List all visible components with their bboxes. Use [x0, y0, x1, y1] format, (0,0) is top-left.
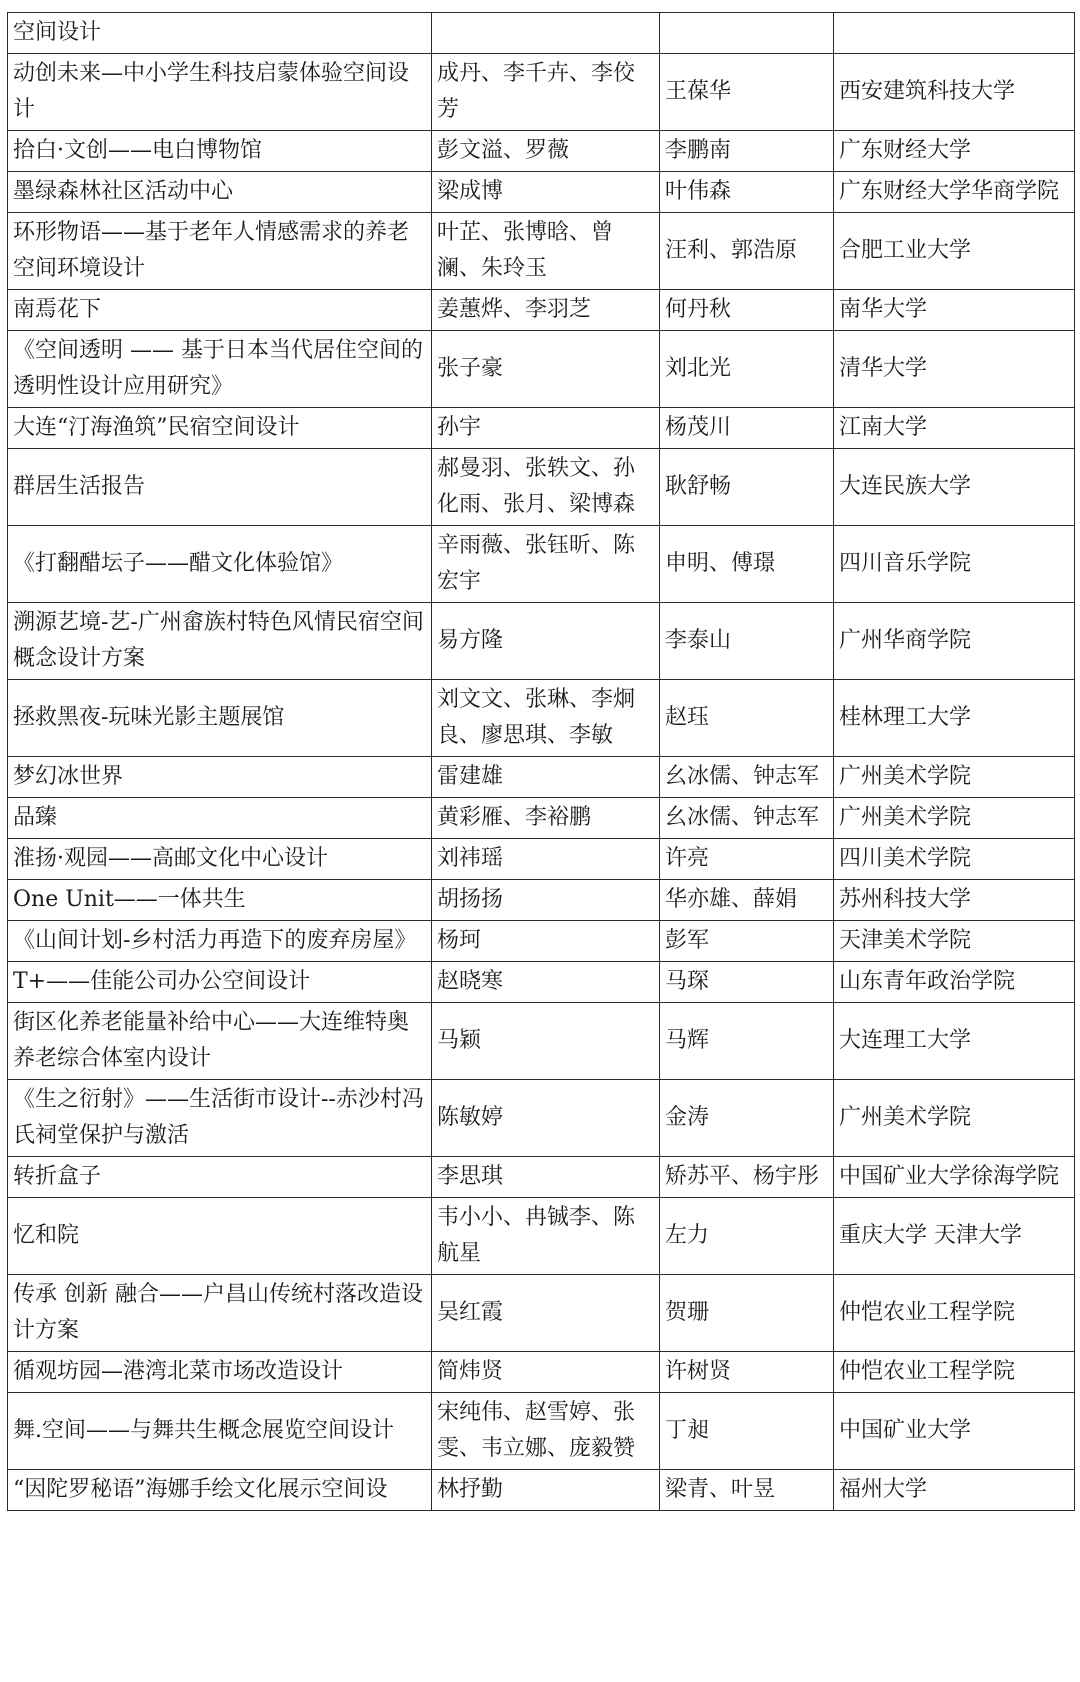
- school-cell: 仲恺农业工程学院: [834, 1275, 1075, 1352]
- school-cell: 广州美术学院: [834, 798, 1075, 839]
- work-title-cell: 传承 创新 融合——户昌山传统村落改造设计方案: [8, 1275, 432, 1352]
- school-cell: 天津美术学院: [834, 921, 1075, 962]
- table-row: [8, 172, 1075, 213]
- members-cell: [432, 13, 660, 54]
- members-cell: 韦小小、冉铖李、陈航星: [432, 1198, 660, 1275]
- work-title-cell: 《空间透明 —— 基于日本当代居住空间的透明性设计应用研究》: [8, 331, 432, 408]
- school-cell: 山东青年政治学院: [834, 962, 1075, 1003]
- members-cell: 赵晓寒: [432, 962, 660, 1003]
- school-cell: 广州华商学院: [834, 603, 1075, 680]
- school-cell: 广东财经大学华商学院: [834, 172, 1075, 213]
- members-cell: 刘文文、张琳、李炯良、廖思琪、李敏: [432, 680, 660, 757]
- table-row: [8, 1393, 1075, 1470]
- advisor-cell: 梁青、叶昱: [660, 1470, 834, 1511]
- advisor-cell: 赵珏: [660, 680, 834, 757]
- advisor-cell: 李鹏南: [660, 131, 834, 172]
- table-row: [8, 213, 1075, 290]
- school-cell: 大连民族大学: [834, 449, 1075, 526]
- work-title-cell: 南焉花下: [8, 290, 432, 331]
- school-cell: 桂林理工大学: [834, 680, 1075, 757]
- table-header-row: [8, 13, 1075, 54]
- advisor-cell: 金涛: [660, 1080, 834, 1157]
- work-title-cell: 《生之衍射》——生活街市设计--赤沙村冯氏祠堂保护与激活: [8, 1080, 432, 1157]
- work-title-cell: “因陀罗秘语”海娜手绘文化展示空间设: [8, 1470, 432, 1511]
- school-cell: 广州美术学院: [834, 1080, 1075, 1157]
- table-row: [8, 921, 1075, 962]
- members-cell: 马颖: [432, 1003, 660, 1080]
- school-cell: 江南大学: [834, 408, 1075, 449]
- school-cell: 广州美术学院: [834, 757, 1075, 798]
- members-cell: 梁成博: [432, 172, 660, 213]
- work-title-cell: 舞.空间——与舞共生概念展览空间设计: [8, 1393, 432, 1470]
- table-row: [8, 798, 1075, 839]
- school-cell: 福州大学: [834, 1470, 1075, 1511]
- work-title-cell: 《打翻醋坛子——醋文化体验馆》: [8, 526, 432, 603]
- work-title-cell: 动创未来—中小学生科技启蒙体验空间设计: [8, 54, 432, 131]
- table-row: [8, 880, 1075, 921]
- table-body: [8, 13, 1075, 1511]
- table-row: [8, 839, 1075, 880]
- work-title-cell: 拾白·文创——电白博物馆: [8, 131, 432, 172]
- school-cell: 仲恺农业工程学院: [834, 1352, 1075, 1393]
- table-row: [8, 962, 1075, 1003]
- table-row: [8, 1157, 1075, 1198]
- work-title-cell: 《山间计划-乡村活力再造下的废弃房屋》: [8, 921, 432, 962]
- table-row: [8, 131, 1075, 172]
- advisor-cell: 左力: [660, 1198, 834, 1275]
- advisor-cell: [660, 13, 834, 54]
- work-title-cell: 街区化养老能量补给中心——大连维特奥养老综合体室内设计: [8, 1003, 432, 1080]
- table-row: [8, 54, 1075, 131]
- members-cell: 雷建雄: [432, 757, 660, 798]
- table-row: [8, 1080, 1075, 1157]
- work-title-cell: 溯源艺境-艺-广州畲族村特色风情民宿空间概念设计方案: [8, 603, 432, 680]
- work-title-cell: 拯救黑夜-玩味光影主题展馆: [8, 680, 432, 757]
- members-cell: 张子豪: [432, 331, 660, 408]
- members-cell: 杨珂: [432, 921, 660, 962]
- work-title-cell: 墨绿森林社区活动中心: [8, 172, 432, 213]
- school-cell: 清华大学: [834, 331, 1075, 408]
- school-cell: 南华大学: [834, 290, 1075, 331]
- table-row: [8, 290, 1075, 331]
- advisor-cell: 华亦雄、薛娟: [660, 880, 834, 921]
- table-row: [8, 408, 1075, 449]
- school-cell: 四川美术学院: [834, 839, 1075, 880]
- work-title-cell: 群居生活报告: [8, 449, 432, 526]
- work-title-cell: 大连“汀海渔筑”民宿空间设计: [8, 408, 432, 449]
- advisor-cell: 李泰山: [660, 603, 834, 680]
- members-cell: 辛雨薇、张钰昕、陈宏宇: [432, 526, 660, 603]
- work-title-cell: 环形物语——基于老年人情感需求的养老空间环境设计: [8, 213, 432, 290]
- advisor-cell: 矫苏平、杨宇彤: [660, 1157, 834, 1198]
- members-cell: 刘祎瑶: [432, 839, 660, 880]
- advisor-cell: 何丹秋: [660, 290, 834, 331]
- members-cell: 陈敏婷: [432, 1080, 660, 1157]
- table-row: [8, 526, 1075, 603]
- work-title-cell: 梦幻冰世界: [8, 757, 432, 798]
- work-title-cell: 品臻: [8, 798, 432, 839]
- advisor-cell: 贺珊: [660, 1275, 834, 1352]
- advisor-cell: 幺冰儒、钟志军: [660, 757, 834, 798]
- school-cell: 重庆大学 天津大学: [834, 1198, 1075, 1275]
- advisor-cell: 许亮: [660, 839, 834, 880]
- school-cell: 合肥工业大学: [834, 213, 1075, 290]
- school-cell: 大连理工大学: [834, 1003, 1075, 1080]
- table-row: [8, 1198, 1075, 1275]
- table-row: [8, 1003, 1075, 1080]
- work-title-cell: 淮扬·观园——高邮文化中心设计: [8, 839, 432, 880]
- work-title-cell: T+——佳能公司办公空间设计: [8, 962, 432, 1003]
- table-row: [8, 331, 1075, 408]
- advisor-cell: 汪利、郭浩原: [660, 213, 834, 290]
- advisor-cell: 耿舒畅: [660, 449, 834, 526]
- members-cell: 林抒勤: [432, 1470, 660, 1511]
- members-cell: 孙宇: [432, 408, 660, 449]
- advisor-cell: 马琛: [660, 962, 834, 1003]
- advisor-cell: 幺冰儒、钟志军: [660, 798, 834, 839]
- work-title-cell: 转折盒子: [8, 1157, 432, 1198]
- school-cell: [834, 13, 1075, 54]
- work-title-cell: 循观坊园—港湾北菜市场改造设计: [8, 1352, 432, 1393]
- members-cell: 成丹、李千卉、李佼芳: [432, 54, 660, 131]
- advisor-cell: 丁昶: [660, 1393, 834, 1470]
- table-row: [8, 449, 1075, 526]
- advisor-cell: 彭军: [660, 921, 834, 962]
- school-cell: 中国矿业大学徐海学院: [834, 1157, 1075, 1198]
- school-cell: 中国矿业大学: [834, 1393, 1075, 1470]
- members-cell: 姜蕙烨、李羽芝: [432, 290, 660, 331]
- members-cell: 李思琪: [432, 1157, 660, 1198]
- award-list-table: [7, 12, 1075, 1511]
- table-row: [8, 603, 1075, 680]
- advisor-cell: 申明、傅璟: [660, 526, 834, 603]
- work-title-cell: One Unit——一体共生: [8, 880, 432, 921]
- table-row: [8, 1275, 1075, 1352]
- advisor-cell: 许树贤: [660, 1352, 834, 1393]
- advisor-cell: 刘北光: [660, 331, 834, 408]
- table-row: [8, 757, 1075, 798]
- members-cell: 郝曼羽、张轶文、孙化雨、张月、梁博森: [432, 449, 660, 526]
- table-row: [8, 1470, 1075, 1511]
- school-cell: 四川音乐学院: [834, 526, 1075, 603]
- table-row: [8, 1352, 1075, 1393]
- school-cell: 西安建筑科技大学: [834, 54, 1075, 131]
- members-cell: 宋纯伟、赵雪婷、张雯、韦立娜、庞毅赞: [432, 1393, 660, 1470]
- members-cell: 叶芷、张博晗、曾澜、朱玲玉: [432, 213, 660, 290]
- table-row: [8, 680, 1075, 757]
- advisor-cell: 王葆华: [660, 54, 834, 131]
- advisor-cell: 马辉: [660, 1003, 834, 1080]
- category-title-cell: 空间设计: [8, 13, 432, 54]
- members-cell: 易方隆: [432, 603, 660, 680]
- members-cell: 简炜贤: [432, 1352, 660, 1393]
- work-title-cell: 忆和院: [8, 1198, 432, 1275]
- members-cell: 黄彩雁、李裕鹏: [432, 798, 660, 839]
- advisor-cell: 杨茂川: [660, 408, 834, 449]
- members-cell: 彭文溢、罗薇: [432, 131, 660, 172]
- advisor-cell: 叶伟森: [660, 172, 834, 213]
- members-cell: 吴红霞: [432, 1275, 660, 1352]
- school-cell: 苏州科技大学: [834, 880, 1075, 921]
- school-cell: 广东财经大学: [834, 131, 1075, 172]
- members-cell: 胡扬扬: [432, 880, 660, 921]
